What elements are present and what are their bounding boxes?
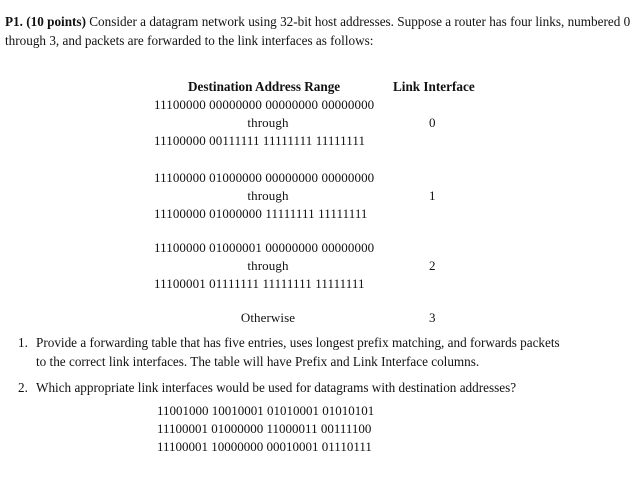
- question-1-number: 1.: [18, 335, 28, 350]
- link-interface-0: 0: [429, 115, 436, 130]
- link-interface-1: 1: [429, 188, 436, 203]
- range-through-1: through: [247, 188, 289, 203]
- question-1-line-2: to the correct link interfaces. The table will have Prefix and Link Interface columns.: [36, 354, 480, 369]
- address-2: 11100001 01000000 11000011 00111100: [157, 421, 372, 436]
- question-2-line-1: Which appropriate link interfaces would be used for datagrams with destination addresses?: [36, 380, 517, 395]
- question-2: [18, 378, 628, 397]
- otherwise-label: Otherwise: [240, 310, 296, 325]
- range-start-0: 11100000 00000000 00000000 00000000: [154, 97, 375, 112]
- range-through-0: through: [247, 115, 289, 130]
- problem-statement: [5, 12, 633, 50]
- range-start-2: 11100000 01000001 00000000 00000000: [154, 240, 375, 255]
- problem-text: Consider a datagram network using 32-bit host addresses. Suppose a router has four links, numbered 0 through 3, and packets are forwarded to the link interfaces as follows:: [5, 14, 631, 48]
- link-interface-otherwise: 3: [429, 310, 436, 325]
- question-1: [18, 333, 628, 371]
- range-start-1: 11100000 01000000 00000000 00000000: [154, 170, 375, 185]
- question-1-line-1: Provide a forwarding table that has five entries, uses longest prefix matching, and forwards packets: [36, 335, 560, 350]
- link-column-header: Link Interface: [393, 79, 475, 94]
- question-2-number: 2.: [18, 380, 28, 395]
- address-3: 11100001 10000000 00010001 01110111: [157, 439, 372, 454]
- link-interface-2: 2: [429, 258, 436, 273]
- range-column-header: Destination Address Range: [188, 79, 341, 94]
- range-end-1: 11100000 01000000 11111111 11111111: [154, 206, 368, 221]
- range-end-2: 11100001 01111111 11111111 11111111: [154, 276, 365, 291]
- range-end-0: 11100000 00111111 11111111 11111111: [154, 133, 366, 148]
- range-through-2: through: [247, 258, 289, 273]
- address-1: 11001000 10010001 01010001 01010101: [157, 403, 375, 418]
- problem-label: P1. (10 points): [5, 14, 86, 29]
